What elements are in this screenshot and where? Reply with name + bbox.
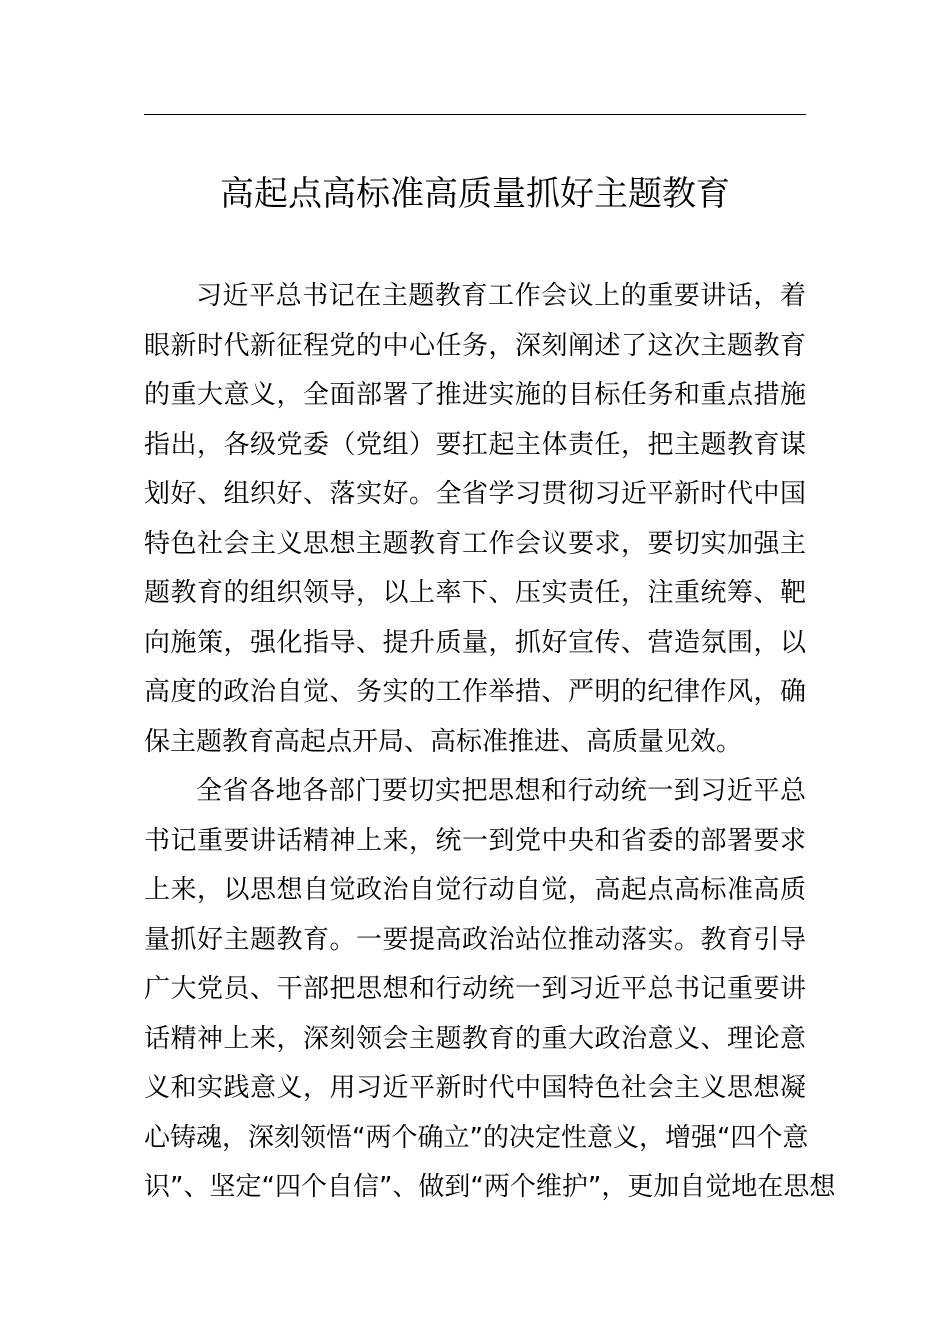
document-body bbox=[144, 272, 836, 1213]
paragraph-2 bbox=[144, 767, 836, 1213]
paragraph-line: 量抓好主题教育。一要提高政治站位推动落实。教育引导 bbox=[144, 924, 806, 955]
header-rule bbox=[144, 114, 806, 115]
paragraph-line: 指出，各级党委（党组）要扛起主体责任，把主题教育谋 bbox=[144, 429, 806, 460]
paragraph-line: 向施策，强化指导、提升质量，抓好宣传、营造氛围，以 bbox=[144, 627, 806, 658]
paragraph-line: 义和实践意义，用习近平新时代中国特色社会主义思想凝 bbox=[144, 1073, 806, 1103]
paragraph-line: 划好、组织好、落实好。全省学习贯彻习近平新时代中国 bbox=[144, 479, 806, 509]
paragraph-line: 全省各地各部门要切实把思想和行动统一到习近平总 bbox=[196, 776, 806, 806]
paragraph-line: 心铸魂，深刻领悟“两个确立”的决定性意义，增强“四个意 bbox=[144, 1122, 809, 1153]
paragraph-line: 话精神上来，深刻领会主题教育的重大政治意义、理论意 bbox=[144, 1023, 806, 1054]
paragraph-1 bbox=[144, 272, 806, 767]
paragraph-line: 上来，以思想自觉政治自觉行动自觉，高起点高标准高质 bbox=[144, 875, 806, 905]
paragraph-line: 高度的政治自觉、务实的工作举措、严明的纪律作风，确 bbox=[144, 677, 806, 707]
paragraph-line: 习近平总书记在主题教育工作会议上的重要讲话，着 bbox=[196, 281, 806, 311]
document-title: 高起点高标准高质量抓好主题教育 bbox=[220, 174, 730, 214]
paragraph-line: 识”、坚定“四个自信”、做到“两个维护”，更加自觉地在思想 bbox=[144, 1172, 836, 1202]
paragraph-line: 的重大意义，全面部署了推进实施的目标任务和重点措施 bbox=[144, 380, 806, 410]
paragraph-line: 特色社会主义思想主题教育工作会议要求，要切实加强主 bbox=[144, 528, 806, 559]
paragraph-line: 广大党员、干部把思想和行动统一到习近平总书记重要讲 bbox=[144, 974, 806, 1004]
paragraph-line: 书记重要讲话精神上来，统一到党中央和省委的部署要求 bbox=[144, 825, 806, 856]
paragraph-line: 眼新时代新征程党的中心任务，深刻阐述了这次主题教育 bbox=[144, 330, 806, 361]
paragraph-line: 保主题教育高起点开局、高标准推进、高质量见效。 bbox=[144, 726, 743, 757]
paragraph-line: 题教育的组织领导，以上率下、压实责任，注重统筹、靶 bbox=[144, 578, 806, 608]
